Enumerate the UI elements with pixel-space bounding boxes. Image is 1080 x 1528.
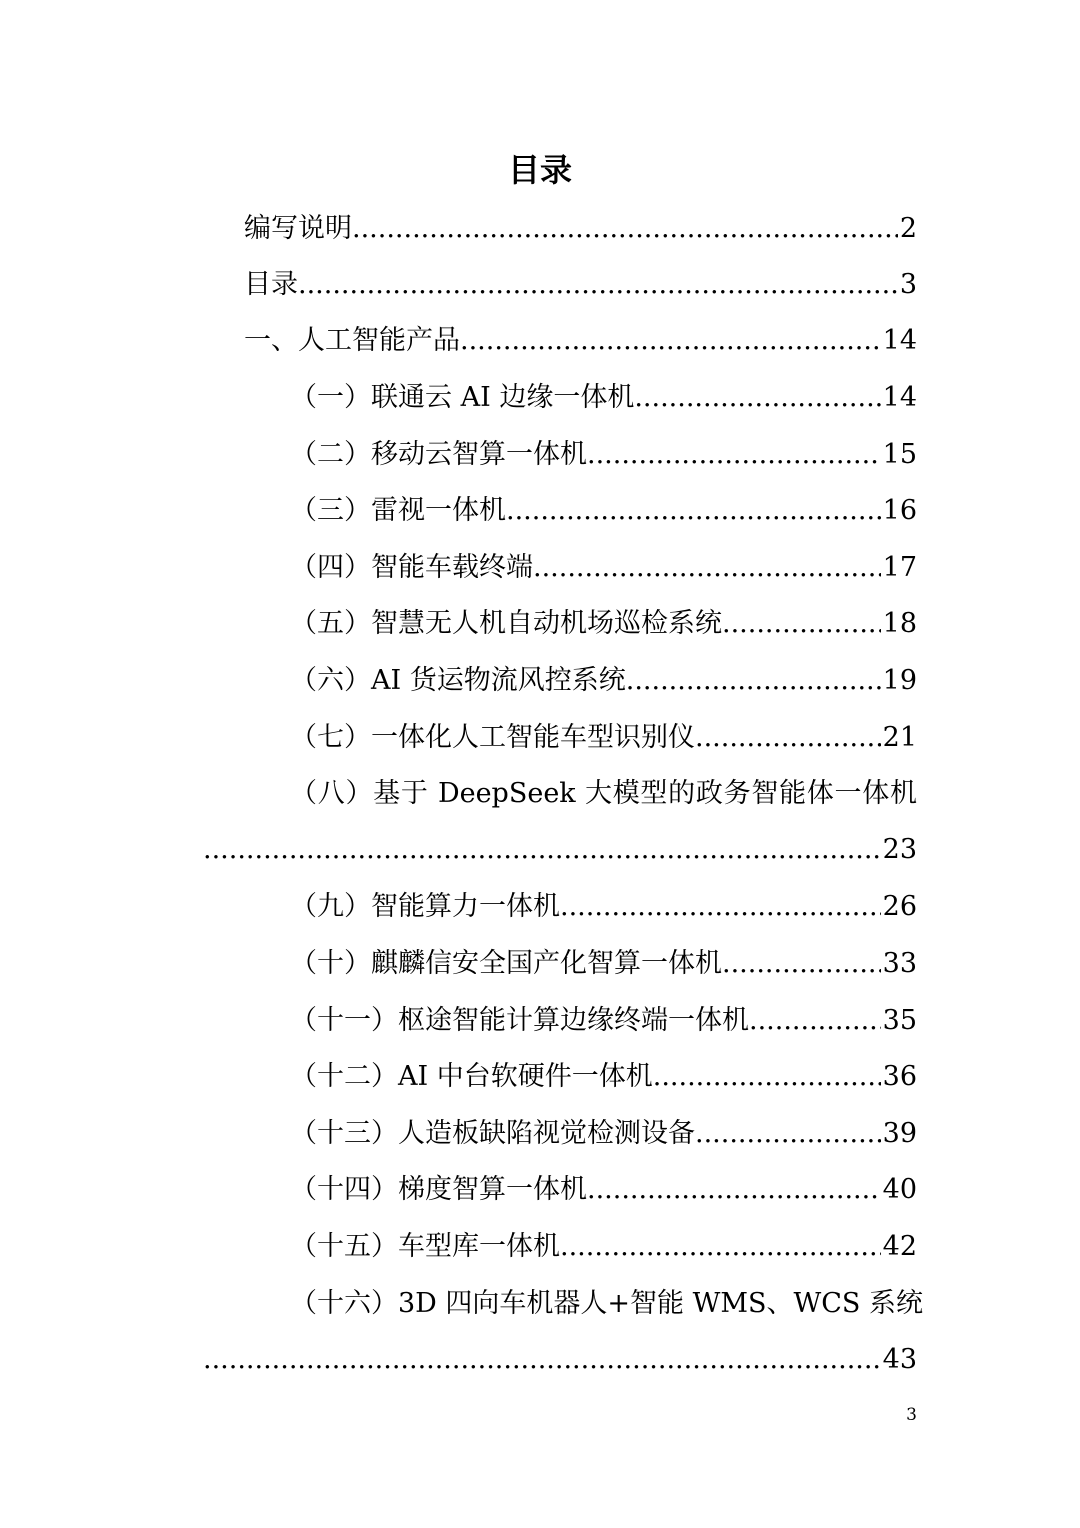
toc-entry[interactable] bbox=[290, 1114, 917, 1154]
toc-entry-label: （六）AI 货运物流风控系统 bbox=[290, 665, 626, 696]
dot-leader bbox=[298, 265, 898, 305]
toc-entry[interactable] bbox=[290, 1284, 923, 1324]
dot-leader bbox=[749, 1001, 881, 1041]
toc-title: 目录 bbox=[507, 151, 572, 189]
toc-entry-continuation[interactable] bbox=[203, 830, 917, 870]
toc-entry[interactable] bbox=[244, 209, 917, 249]
toc-entry-label: 编写说明 bbox=[244, 213, 352, 244]
dot-leader bbox=[533, 548, 881, 588]
toc-entry[interactable] bbox=[290, 1170, 917, 1210]
dot-leader bbox=[722, 604, 881, 644]
toc-entry-label: （九）智能算力一体机 bbox=[290, 891, 560, 922]
toc-entry-page: 39 bbox=[882, 1118, 917, 1149]
toc-entry-page: 43 bbox=[882, 1344, 917, 1375]
toc-entry-page: 17 bbox=[882, 552, 917, 583]
dot-leader bbox=[695, 718, 881, 758]
toc-entry-page: 2 bbox=[899, 213, 917, 244]
dot-leader bbox=[626, 661, 881, 701]
dot-leader bbox=[460, 321, 881, 361]
toc-entry-page: 14 bbox=[882, 325, 917, 356]
toc-entry-label: （十）麒麟信安全国产化智算一体机 bbox=[290, 948, 722, 979]
dot-leader bbox=[560, 887, 881, 927]
toc-entry-page: 21 bbox=[882, 722, 917, 753]
toc-entry-page: 3 bbox=[899, 269, 917, 300]
toc-entry-label: （十六）3D 四向车机器人+智能 WMS、WCS 系统 bbox=[290, 1288, 923, 1319]
toc-entry-label: （十四）梯度智算一体机 bbox=[290, 1174, 587, 1205]
dot-leader bbox=[587, 1170, 881, 1210]
toc-entry-page: 26 bbox=[882, 891, 917, 922]
toc-entry-page: 36 bbox=[882, 1061, 917, 1092]
toc-entry-label: （七）一体化人工智能车型识别仪 bbox=[290, 722, 695, 753]
toc-entry-page: 23 bbox=[882, 834, 917, 865]
toc-entry[interactable] bbox=[290, 661, 917, 701]
toc-entry-label: 目录 bbox=[244, 269, 298, 300]
page-number: 3 bbox=[906, 1405, 917, 1425]
toc-entry-label: （八）基于 DeepSeek 大模型的政务智能体一体机 bbox=[290, 778, 917, 809]
toc-entry[interactable] bbox=[290, 887, 917, 927]
dot-leader bbox=[506, 491, 881, 531]
toc-entry[interactable] bbox=[290, 548, 917, 588]
toc-entry-page: 19 bbox=[882, 665, 917, 696]
toc-entry-page: 16 bbox=[882, 495, 917, 526]
toc-entry-label: （十二）AI 中台软硬件一体机 bbox=[290, 1061, 653, 1092]
toc-entry-page: 42 bbox=[882, 1231, 917, 1262]
toc-entry[interactable] bbox=[290, 604, 917, 644]
dot-leader bbox=[722, 944, 881, 984]
toc-entry[interactable] bbox=[290, 1227, 917, 1267]
dot-leader bbox=[203, 830, 881, 870]
toc-entry[interactable] bbox=[290, 774, 917, 814]
dot-leader bbox=[634, 378, 880, 418]
toc-entry[interactable] bbox=[290, 378, 917, 418]
toc-entry-label: （十五）车型库一体机 bbox=[290, 1231, 560, 1262]
toc-entry[interactable] bbox=[290, 944, 917, 984]
dot-leader bbox=[587, 435, 881, 475]
toc-entry-label: （十一）枢途智能计算边缘终端一体机 bbox=[290, 1005, 749, 1036]
toc-entry-continuation[interactable] bbox=[203, 1340, 917, 1380]
toc-entry[interactable] bbox=[290, 435, 917, 475]
dot-leader bbox=[695, 1114, 881, 1154]
toc-entry[interactable] bbox=[290, 491, 917, 531]
toc-entry-label: （一）联通云 AI 边缘一体机 bbox=[290, 382, 635, 413]
toc-entry-label: （十三）人造板缺陷视觉检测设备 bbox=[290, 1118, 695, 1149]
toc-entry-page: 18 bbox=[882, 608, 917, 639]
toc-entry-page: 35 bbox=[882, 1005, 917, 1036]
toc-entry-label: （二）移动云智算一体机 bbox=[290, 439, 587, 470]
toc-entry[interactable] bbox=[290, 1001, 917, 1041]
toc-entry-page: 15 bbox=[882, 439, 917, 470]
dot-leader bbox=[653, 1057, 881, 1097]
toc-entry-label: 一、人工智能产品 bbox=[244, 325, 460, 356]
dot-leader bbox=[352, 209, 898, 249]
toc-entry[interactable] bbox=[244, 321, 917, 361]
toc-entry-label: （五）智慧无人机自动机场巡检系统 bbox=[290, 608, 722, 639]
toc-entry-page: 40 bbox=[882, 1174, 917, 1205]
toc-entry-page: 33 bbox=[882, 948, 917, 979]
toc-entry[interactable] bbox=[244, 265, 917, 305]
toc-entry-label: （三）雷视一体机 bbox=[290, 495, 506, 526]
toc-entry[interactable] bbox=[290, 718, 917, 758]
toc-entry-label: （四）智能车载终端 bbox=[290, 552, 533, 583]
dot-leader bbox=[203, 1340, 881, 1380]
toc-entry[interactable] bbox=[290, 1057, 917, 1097]
toc-entry-page: 14 bbox=[882, 382, 917, 413]
dot-leader bbox=[560, 1227, 881, 1267]
